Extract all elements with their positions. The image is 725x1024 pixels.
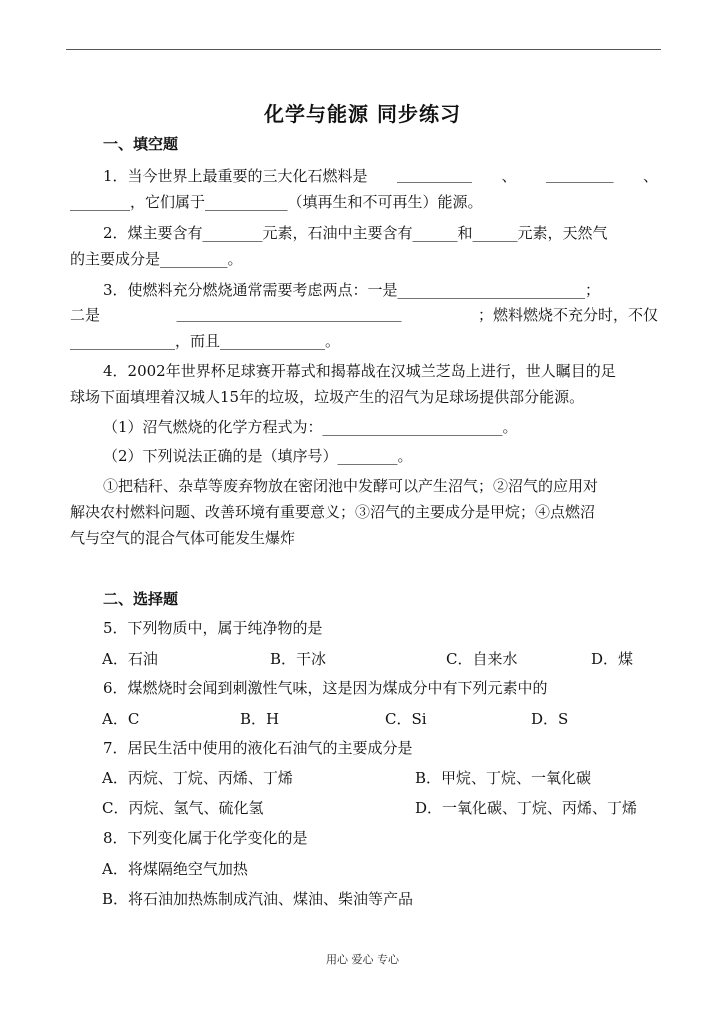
question-4-line-1: 4．2002年世界杯足球赛开幕式和揭幕战在汉城兰芝岛上进行，世人瞩目的足: [103, 362, 616, 380]
q5-option-c: C．自来水: [446, 650, 518, 668]
q1-sep-2: 、: [642, 167, 658, 185]
question-3-line-2: [70, 304, 658, 325]
question-8: 8．下列变化属于化学变化的是: [103, 829, 308, 847]
q8-option-a: A．将煤隔绝空气加热: [102, 860, 248, 878]
q1-blank-2: _________: [545, 165, 614, 183]
q6-option-a: A．C: [102, 710, 140, 728]
question-7: 7．居民生活中使用的液化石油气的主要成分是: [103, 739, 413, 757]
q8-option-b: B．将石油加热炼制成汽油、煤油、柴油等产品: [102, 890, 414, 908]
q3-blank: ______________________________: [176, 304, 402, 322]
question-4-statement-2: 解决农村燃料问题、改善环境有重要意义；③沼气的主要成分是甲烷；④点燃沼: [70, 503, 596, 521]
q7-option-d: D．一氧化碳、丁烷、丙烯、丁烯: [415, 799, 638, 817]
q5-option-b: B．干冰: [270, 650, 327, 668]
question-3-line-3: ______________，而且______________。: [70, 332, 341, 350]
question-1-line-2: ________，它们属于___________（填再生和不可再生）能源。: [70, 193, 483, 211]
question-5: 5．下列物质中，属于纯净物的是: [103, 619, 323, 637]
q6-option-d: D．S: [531, 710, 569, 728]
q5-option-a: A．石油: [102, 650, 158, 668]
question-2-line-2: 的主要成分是_________。: [70, 250, 243, 268]
q7-option-b: B．甲烷、丁烷、一氧化碳: [415, 769, 592, 787]
question-1-line-1: [103, 165, 658, 186]
q1-blank-1: __________: [397, 165, 473, 183]
section-heading-fill-in: 一、填空题: [103, 135, 179, 153]
question-4-statement-3: 气与空气的混合气体可能发生爆炸: [70, 529, 296, 547]
q3-text-a: 二是: [70, 306, 101, 324]
header-rule: [66, 49, 661, 50]
section-heading-multiple-choice: 二、选择题: [103, 590, 179, 608]
question-4-sub-2: （2）下列说法正确的是（填序号）________。: [103, 447, 413, 465]
question-4-sub-1: （1）沼气燃烧的化学方程式为：________________________。: [103, 418, 518, 436]
q1-text: 1．当今世界上最重要的三大化石燃料是: [103, 167, 368, 185]
q6-option-b: B．H: [240, 710, 280, 728]
question-6: 6．煤燃烧时会闻到刺激性气味，这是因为煤成分中有下列元素中的: [103, 679, 548, 697]
q7-option-c: C．丙烷、氢气、硫化氢: [102, 799, 264, 817]
question-4-line-2: 球场下面填埋着汉城人15年的垃圾，垃圾产生的沼气为足球场提供部分能源。: [70, 388, 585, 406]
question-2-line-1: 2．煤主要含有________元素，石油中主要含有______和______元素，天然气: [103, 224, 608, 242]
question-4-statement-1: ①把秸秆、杂草等废弃物放在密闭池中发酵可以产生沼气；②沼气的应用对: [103, 477, 599, 495]
q6-option-c: C．Si: [385, 710, 427, 728]
q3-text-b: ；燃料燃烧不充分时，不仅: [477, 306, 658, 324]
page-footer: 用心 爱心 专心: [326, 953, 399, 966]
page-title: 化学与能源 同步练习: [264, 102, 461, 126]
q7-option-a: A．丙烷、丁烷、丙烯、丁烯: [102, 769, 293, 787]
q1-sep-1: 、: [501, 167, 517, 185]
question-3-line-1: 3．使燃料充分燃烧通常需要考虑两点：一是_________________________；: [103, 281, 601, 299]
q5-option-d: D．煤: [591, 650, 634, 668]
